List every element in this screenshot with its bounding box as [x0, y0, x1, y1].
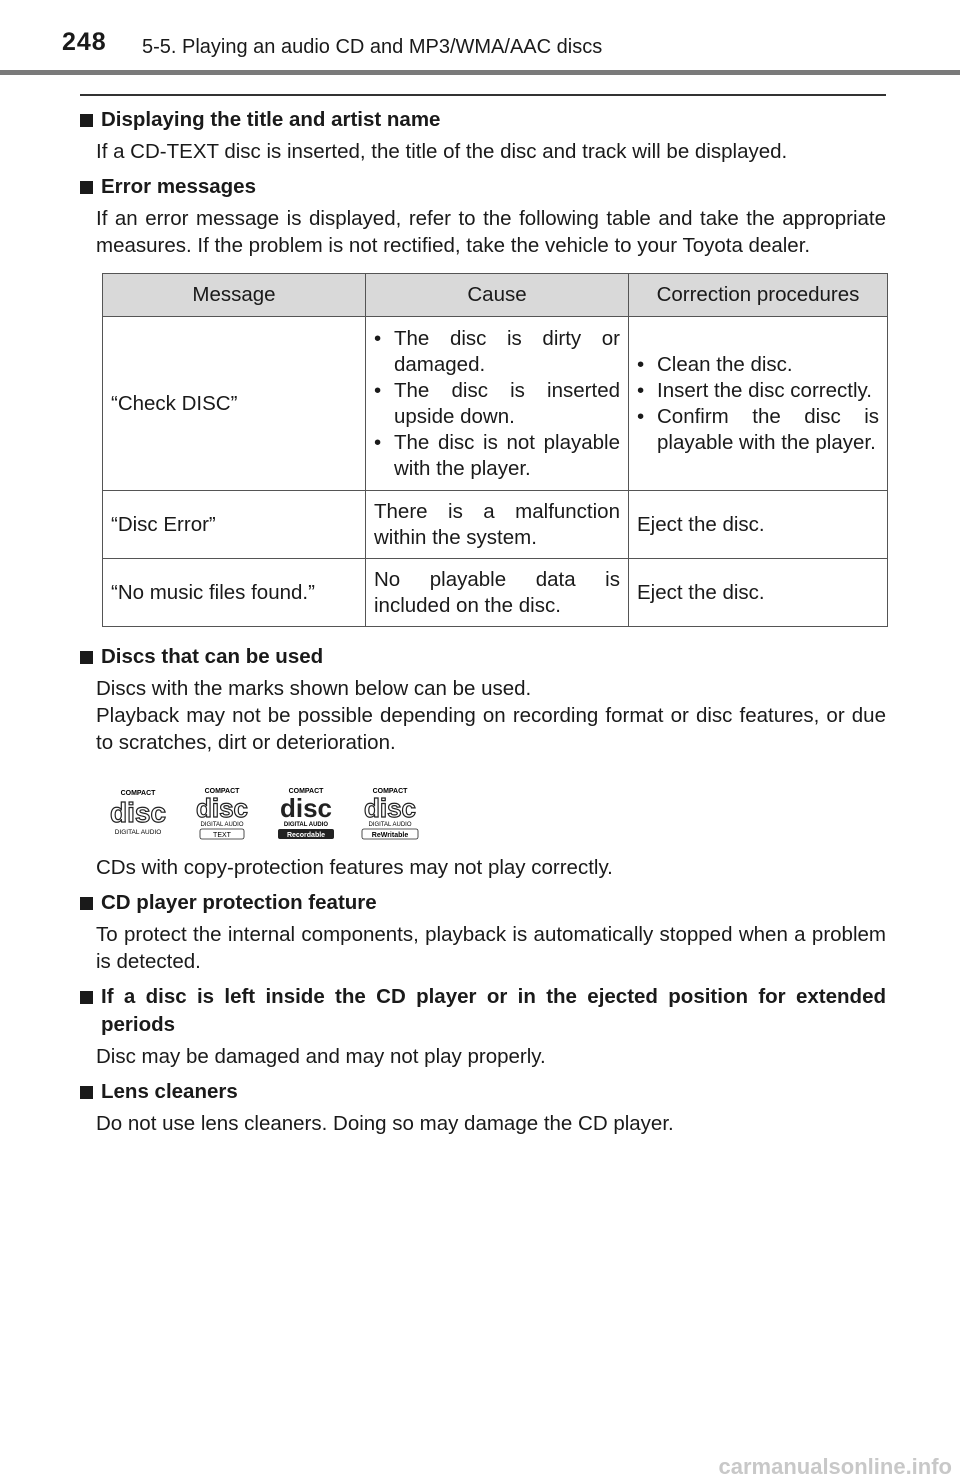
compact-disc-logo: [102, 786, 174, 840]
table-cell: [629, 317, 888, 491]
table-row: [103, 491, 888, 559]
table-cell: There is a malfunction within the system.: [366, 491, 629, 559]
section-heading: Discs that can be used: [80, 643, 886, 671]
svg-text:Recordable: Recordable: [286, 832, 326, 839]
section-heading: Error messages: [80, 173, 886, 201]
compact-disc-text-logo: [186, 786, 258, 840]
square-bullet-icon: [80, 897, 93, 910]
table-cell: “Check DISC”: [103, 317, 366, 491]
paragraph: Discs with the marks shown below can be used.: [96, 677, 532, 700]
page-number: 248: [62, 28, 107, 56]
svg-text:COMPACT: COMPACT: [204, 788, 240, 795]
list-item: • The disc is dirty or damaged.: [374, 326, 620, 378]
svg-text:COMPACT: COMPACT: [372, 788, 408, 795]
paragraph: Do not use lens cleaners. Doing so may damage the CD player.: [96, 1112, 674, 1135]
paragraph: If a CD-TEXT disc is inserted, the title of the disc and track will be displayed.: [96, 140, 788, 163]
divider: [80, 94, 886, 96]
list-item: • Confirm the disc is playable with the player.: [637, 404, 879, 456]
table-cell: [366, 317, 629, 491]
list-item: • The disc is not playable with the player.: [374, 430, 620, 482]
table-cell: Eject the disc.: [629, 491, 888, 559]
disc-logos: [102, 786, 886, 840]
svg-text:COMPACT: COMPACT: [120, 790, 156, 797]
square-bullet-icon: [80, 991, 93, 1004]
section-heading: CD player protection feature: [80, 889, 886, 917]
watermark: carmanualsonline.info: [718, 1454, 952, 1479]
paragraph: CDs with copy-protection features may not play correctly.: [96, 856, 613, 879]
table-header: Message: [103, 274, 366, 317]
square-bullet-icon: [80, 114, 93, 127]
list-item: • The disc is inserted upside down.: [374, 378, 620, 430]
table-cell: “Disc Error”: [103, 491, 366, 559]
svg-text:disc: disc: [109, 797, 167, 828]
table-row: [103, 317, 888, 491]
square-bullet-icon: [80, 651, 93, 664]
chapter-title: 5-5. Playing an audio CD and MP3/WMA/AAC discs: [142, 36, 603, 58]
main-content: [80, 106, 886, 1137]
list-item: • Insert the disc correctly.: [637, 378, 879, 404]
paragraph: Playback may not be possible depending on recording format or disc features, or due to scratches, dirt or deterioration.: [96, 704, 886, 754]
table-header: Correction procedures: [629, 274, 888, 317]
page-header: [0, 0, 960, 76]
table-row: [103, 559, 888, 627]
table-cell: Eject the disc.: [629, 559, 888, 627]
svg-text:disc: disc: [363, 793, 417, 823]
svg-text:TEXT: TEXT: [213, 832, 231, 839]
paragraph: If an error message is displayed, refer to the following table and take the appropriate measures. If the problem is not rectified, take the vehicle to your Toyota dealer.: [96, 207, 886, 257]
compact-disc-recordable-logo: [270, 786, 342, 840]
table-header: Cause: [366, 274, 629, 317]
svg-text:COMPACT: COMPACT: [288, 788, 324, 795]
section-heading: If a disc is left inside the CD player or in the ejected position for extended periods: [80, 983, 886, 1039]
square-bullet-icon: [80, 1086, 93, 1099]
compact-disc-rewritable-logo: [354, 786, 426, 840]
paragraph: To protect the internal components, playback is automatically stopped when a problem is detected.: [96, 923, 886, 973]
svg-text:disc: disc: [279, 793, 333, 823]
svg-text:DIGITAL AUDIO: DIGITAL AUDIO: [368, 822, 412, 828]
svg-text:DIGITAL AUDIO: DIGITAL AUDIO: [200, 822, 244, 828]
list-item: • Clean the disc.: [637, 352, 879, 378]
error-table: [102, 273, 888, 627]
section-heading: Displaying the title and artist name: [80, 106, 886, 134]
table-header-row: [103, 274, 888, 317]
svg-text:ReWritable: ReWritable: [371, 832, 409, 839]
paragraph: Disc may be damaged and may not play properly.: [96, 1045, 546, 1068]
svg-text:DIGITAL AUDIO: DIGITAL AUDIO: [114, 829, 162, 836]
svg-text:DIGITAL AUDIO: DIGITAL AUDIO: [283, 822, 329, 828]
square-bullet-icon: [80, 181, 93, 194]
table-cell: No playable data is included on the disc.: [366, 559, 629, 627]
svg-text:disc: disc: [195, 793, 249, 823]
section-heading: Lens cleaners: [80, 1078, 886, 1106]
table-cell: “No music files found.”: [103, 559, 366, 627]
header-rule: [0, 70, 960, 75]
